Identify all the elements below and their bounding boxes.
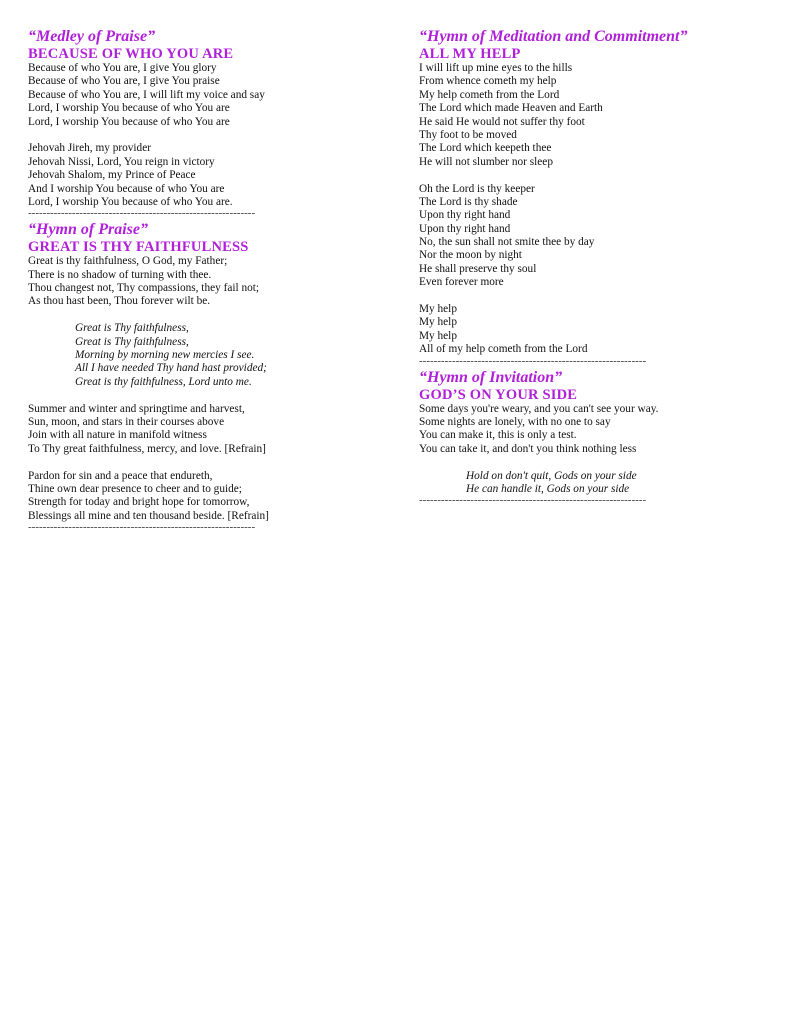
verse [419,403,779,457]
refrain-line: Great is thy faithfulness, Lord unto me. [75,375,252,388]
song-title: GREAT IS THY FAITHFULNESS [28,239,249,256]
lyric-line: Pardon for sin and a peace that endureth, [28,469,213,482]
lyric-line: He will not slumber nor sleep [419,155,553,168]
section-label: “Medley of Praise” [28,28,156,45]
section-label: “Hymn of Invitation” [419,368,563,386]
lyric-line: Jehovah Nissi, Lord, You reign in victory [28,155,215,168]
lyric-line: Some nights are lonely, with no one to say [419,415,611,428]
lyric-line: Join with all nature in manifold witness [28,429,207,442]
refrain-line: All I have needed Thy hand hast provided; [75,362,267,375]
stanza [419,62,779,169]
lyric-line: My help [419,329,457,342]
lyric-line: Jehovah Shalom, my Prince of Peace [28,169,196,182]
lyric-line: Lord, I worship You because of who You are. [28,195,233,208]
song-title: ALL MY HELP [419,46,521,62]
refrain-line: Great is Thy faithfulness, [75,322,189,335]
lyric-line: Because of who You are, I will lift my voice and say [28,88,265,101]
lyric-line: He said He would not suffer thy foot [419,115,585,128]
lyric-line: Oh the Lord is thy keeper [419,182,535,195]
refrain-line: Morning by morning new mercies I see. [75,349,255,362]
stanza [419,183,779,290]
lyric-line: I will lift up mine eyes to the hills [419,62,573,74]
lyric-line: Jehovah Jireh, my provider [28,142,151,155]
divider: -------------------------------------------------------------- [419,356,647,365]
lyric-line: Thine own dear presence to cheer and to guide; [28,482,242,495]
stanza [28,62,388,129]
refrain-line: He can handle it, Gods on your side [466,482,630,495]
lyric-line: Some days you're weary, and you can't see your way. [419,402,659,415]
lyric-line: No, the sun shall not smite thee by day [419,236,595,249]
lyric-line: The Lord is thy shade [419,195,518,208]
hymn-of-invitation-section [419,369,779,505]
song-title: GOD’S ON YOUR SIDE [419,386,578,403]
lyric-line: You can take it, and don't you think nothing less [419,442,637,455]
divider: -------------------------------------------------------------- [28,209,256,218]
refrain-line: Hold on don't quit, Gods on your side [466,469,637,482]
hymn-of-praise-section [28,221,388,531]
section-label: “Hymn of Meditation and Commitment” [419,28,688,45]
lyric-line: Because of who You are, I give You praise [28,75,220,88]
lyric-line: Summer and winter and springtime and harvest, [28,402,245,415]
lyric-line: Great is thy faithfulness, O God, my Father; [28,255,228,268]
lyric-line: As thou hast been, Thou forever wilt be. [28,295,211,308]
lyric-line: Even forever more [419,276,504,289]
lyric-line: Because of who You are, I give You glory [28,62,217,74]
refrain-line: Great is Thy faithfulness, [75,335,189,348]
left-column [28,28,388,535]
lyric-line: Lord, I worship You because of who You are [28,102,230,115]
lyric-line: Thy foot to be moved [419,128,517,141]
divider: -------------------------------------------------------------- [28,523,256,532]
lyric-line: Strength for today and bright hope for tomorrow, [28,496,250,509]
lyric-line: Upon thy right hand [419,209,511,222]
lyric-line: And I worship You because of who You are [28,182,225,195]
right-column [419,28,779,508]
lyric-line: To Thy great faithfulness, mercy, and love. [Refrain] [28,442,266,455]
lyric-line: He shall preserve thy soul [419,262,537,275]
lyric-line: The Lord which made Heaven and Earth [419,102,603,115]
lyric-line: There is no shadow of turning with thee. [28,268,212,281]
refrain [419,470,779,497]
verse [28,470,388,524]
lyric-line: Sun, moon, and stars in their courses above [28,415,225,428]
hymn-of-meditation-section [419,28,779,365]
lyric-line: Blessings all mine and ten thousand beside. [Refrain] [28,509,269,522]
medley-of-praise-section [28,28,388,217]
section-label: “Hymn of Praise” [28,221,148,239]
lyric-line: From whence cometh my help [419,75,557,88]
divider: -------------------------------------------------------------- [419,496,647,505]
lyric-line: Thou changest not, Thy compassions, they fail not; [28,282,260,295]
lyric-line: The Lord which keepeth thee [419,142,552,155]
refrain [28,322,388,389]
lyric-line: My help cometh from the Lord [419,88,560,101]
stanza [419,303,779,357]
song-title: BECAUSE OF WHO YOU ARE [28,46,234,62]
lyric-line: Nor the moon by night [419,249,522,262]
lyric-line: My help [419,303,457,316]
lyric-line: All of my help cometh from the Lord [419,343,588,356]
lyric-line: You can make it, this is only a test. [419,429,577,442]
verse [28,403,388,457]
lyric-line: Upon thy right hand [419,222,511,235]
lyric-line: Lord, I worship You because of who You are [28,115,230,128]
stanza [28,142,388,209]
verse [28,255,388,309]
lyric-line: My help [419,316,457,329]
